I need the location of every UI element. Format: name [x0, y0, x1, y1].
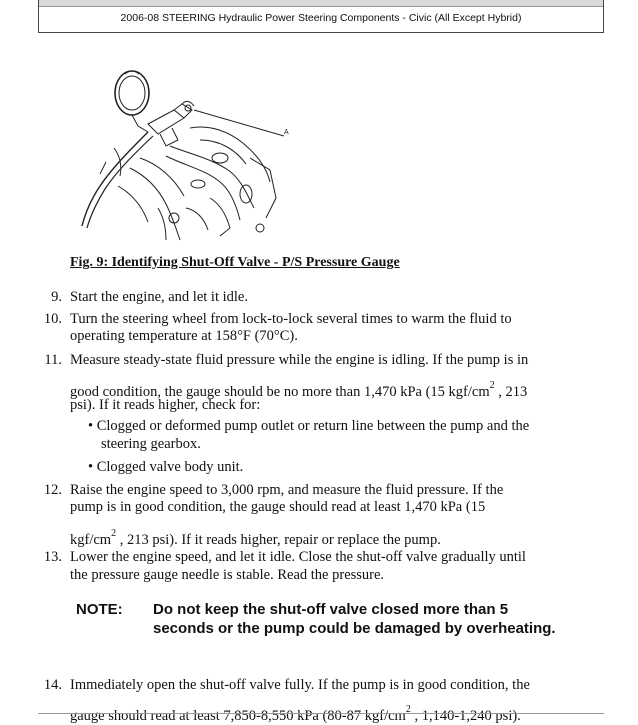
step-number: 11.	[44, 352, 62, 368]
step-text: Immediately open the shut-off valve fully. If the pump is in good condition, the	[70, 677, 530, 693]
note-text: Do not keep the shut-off valve closed more than 5 seconds or the pump could be damaged by overheating.	[153, 601, 556, 637]
header-band	[39, 0, 603, 7]
step-text: Raise the engine speed to 3,000 rpm, and measure the fluid pressure. If the	[70, 482, 504, 498]
step-number: 14.	[43, 677, 62, 693]
step-text: Lower the engine speed, and let it idle. Close the shut-off valve gradually until	[70, 549, 526, 565]
step-text: pump is in good condition, the gauge should read at least 1,470 kPa (15	[70, 499, 486, 515]
bullet-item: • Clogged or deformed pump outlet or return line between the pump and the	[88, 418, 530, 434]
step-text: the pressure gauge needle is stable. Read the pressure.	[70, 567, 385, 583]
step-number: 10.	[43, 311, 62, 327]
page-header	[38, 0, 604, 33]
footer-rule	[38, 713, 604, 714]
step-text: psi). If it reads higher, check for:	[70, 397, 261, 413]
step-number: 12.	[43, 482, 62, 498]
bullet-item-cont: steering gearbox.	[101, 436, 201, 452]
step-text: gauge should read at least 7,850-8,550 kPa (80-87 kgf/$cm^2$ , 1,140-1,240 psi).	[70, 704, 521, 724]
note-label: NOTE:	[76, 601, 123, 618]
callout-a: A	[284, 129, 289, 136]
step-number: 9.	[51, 289, 62, 305]
bullet-item: • Clogged valve body unit.	[88, 459, 244, 475]
step-text: Measure steady-state fluid pressure while the engine is idling. If the pump is in	[70, 352, 529, 368]
header-title: 2006-08 STEERING Hydraulic Power Steering Components - Civic (All Except Hybrid)	[120, 12, 522, 24]
step-text: Turn the steering wheel from lock-to-lock several times to warm the fluid to	[70, 311, 512, 327]
step-text: operating temperature at 158°F (70°C).	[70, 328, 298, 344]
shutoff-valve-figure	[70, 58, 292, 243]
figure-caption: Fig. 9: Identifying Shut-Off Valve - P/S Pressure Gauge	[70, 255, 400, 270]
step-text: kgf/$cm^2$ , 213 psi). If it reads higher, repair or replace the pump.	[70, 528, 441, 548]
step-text: Start the engine, and let it idle.	[70, 289, 248, 305]
step-text: good condition, the gauge should be no more than 1,470 kPa (15 kgf/$cm^2$ , 213	[70, 380, 528, 400]
step-number: 13.	[43, 549, 62, 565]
